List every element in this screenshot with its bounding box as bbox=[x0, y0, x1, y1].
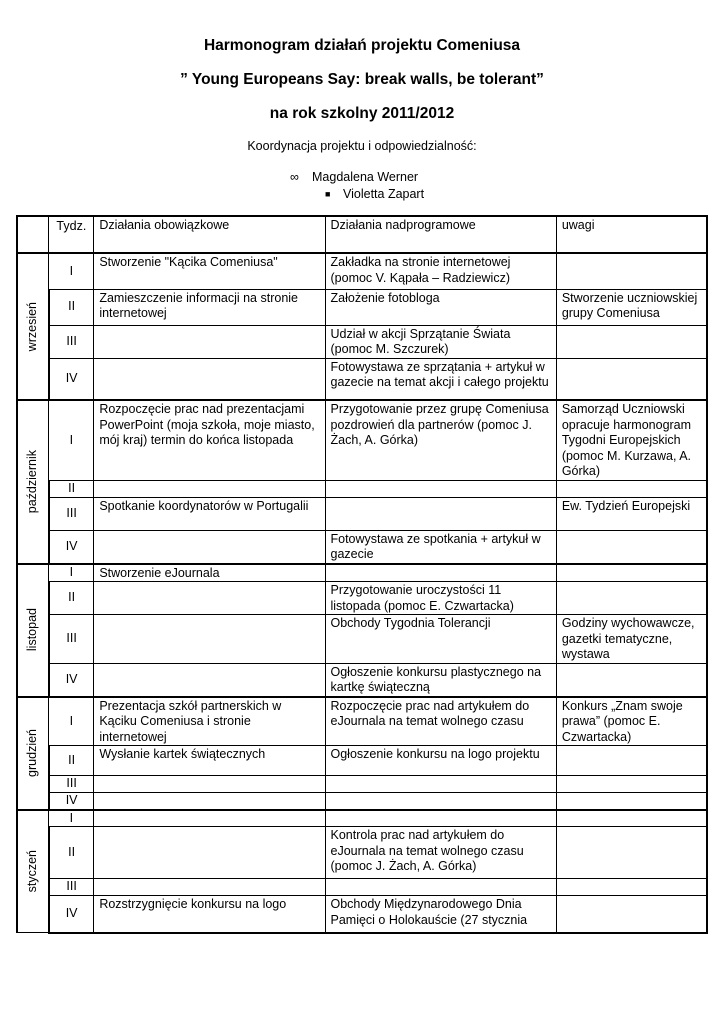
mandatory-cell: Stworzenie "Kącika Comeniusa" bbox=[94, 253, 325, 289]
table-row bbox=[17, 810, 707, 827]
table-row bbox=[17, 480, 707, 497]
coordination-label: Koordynacja projektu i odpowiedzialność: bbox=[247, 139, 477, 153]
week-cell: III bbox=[49, 776, 94, 793]
notes-cell bbox=[556, 810, 707, 827]
mandatory-cell bbox=[94, 776, 325, 793]
mandatory-cell: Spotkanie koordynatorów w Portugalii bbox=[94, 497, 325, 530]
table-row bbox=[17, 497, 707, 530]
week-cell: II bbox=[49, 827, 94, 879]
table-row bbox=[17, 289, 707, 325]
extra-cell bbox=[325, 793, 556, 810]
table-row bbox=[17, 325, 707, 358]
header-cell-mandatory: Działania obowiązkowe bbox=[94, 216, 325, 253]
notes-cell: Konkurs „Znam swoje prawa” (pomoc E. Czwartacka) bbox=[556, 697, 707, 746]
table-row bbox=[17, 564, 707, 582]
table-row bbox=[17, 793, 707, 810]
mandatory-cell bbox=[94, 325, 325, 358]
mandatory-cell bbox=[94, 810, 325, 827]
week-cell: III bbox=[49, 615, 94, 664]
month-cell-grudzien bbox=[17, 697, 49, 810]
week-cell: II bbox=[49, 289, 94, 325]
week-cell: III bbox=[49, 325, 94, 358]
mandatory-cell: Rozstrzygnięcie konkursu na logo bbox=[94, 896, 325, 933]
mandatory-cell: Prezentacja szkół partnerskich w Kąciku Comeniusa i stronie internetowej bbox=[94, 697, 325, 746]
extra-cell bbox=[325, 497, 556, 530]
mandatory-cell bbox=[94, 480, 325, 497]
month-label: październik bbox=[25, 450, 40, 514]
square-bullet-icon: ■ bbox=[325, 189, 331, 199]
table-row bbox=[17, 879, 707, 896]
header-cell-extra: Działania nadprogramowe bbox=[325, 216, 556, 253]
project-name: ” Young Europeans Say: break walls, be tolerant” bbox=[180, 71, 544, 88]
month-label: styczeń bbox=[25, 850, 40, 893]
table-row bbox=[17, 697, 707, 746]
week-cell: IV bbox=[49, 663, 94, 697]
notes-cell: Godziny wychowawcze, gazetki tematyczne, wystawa bbox=[556, 615, 707, 664]
table-row bbox=[17, 663, 707, 697]
extra-cell bbox=[325, 776, 556, 793]
notes-cell bbox=[556, 253, 707, 289]
mandatory-cell bbox=[94, 530, 325, 564]
extra-cell: Rozpoczęcie prac nad artykułem do eJournala na temat wolnego czasu bbox=[325, 697, 556, 746]
mandatory-cell: Stworzenie eJournala bbox=[94, 564, 325, 582]
header-cell-notes: uwagi bbox=[556, 216, 707, 253]
extra-cell: Zakładka na stronie internetowej (pomoc V. Kąpała – Radziewicz) bbox=[325, 253, 556, 289]
notes-cell: Ew. Tydzień Europejski bbox=[556, 497, 707, 530]
mandatory-cell bbox=[94, 582, 325, 615]
mandatory-cell: Wysłanie kartek świątecznych bbox=[94, 746, 325, 776]
notes-cell bbox=[556, 325, 707, 358]
table-row bbox=[17, 530, 707, 564]
week-cell: II bbox=[49, 480, 94, 497]
mandatory-cell: Zamieszczenie informacji na stronie internetowej bbox=[94, 289, 325, 325]
month-label: grudzień bbox=[25, 729, 40, 777]
notes-cell bbox=[556, 896, 707, 933]
table-row bbox=[17, 582, 707, 615]
week-cell: II bbox=[49, 746, 94, 776]
week-cell: I bbox=[49, 253, 94, 289]
notes-cell bbox=[556, 827, 707, 879]
mandatory-cell: Rozpoczęcie prac nad prezentacjami PowerPoint (moja szkoła, moje miasto, mój kraj) termin do końca listopada bbox=[94, 400, 325, 480]
month-label: listopad bbox=[25, 608, 40, 652]
table-row bbox=[17, 776, 707, 793]
schedule-table bbox=[16, 215, 708, 934]
table-header-row bbox=[17, 216, 707, 253]
table-row bbox=[17, 400, 707, 480]
notes-cell bbox=[556, 480, 707, 497]
table-row bbox=[17, 615, 707, 664]
notes-cell bbox=[556, 582, 707, 615]
notes-cell bbox=[556, 793, 707, 810]
extra-cell: Obchody Międzynarodowego Dnia Pamięci o Holokauście (27 stycznia bbox=[325, 896, 556, 933]
extra-cell: Fotowystawa ze sprzątania + artykuł w gazecie na temat akcji i całego projektu bbox=[325, 358, 556, 400]
extra-cell bbox=[325, 879, 556, 896]
document-title: Harmonogram działań projektu Comeniusa bbox=[203, 37, 521, 54]
header-cell-month bbox=[17, 216, 49, 253]
month-cell-styczen bbox=[17, 810, 49, 933]
mandatory-cell bbox=[94, 827, 325, 879]
mandatory-cell bbox=[94, 615, 325, 664]
mandatory-cell bbox=[94, 879, 325, 896]
week-cell: IV bbox=[49, 896, 94, 933]
header-cell-week: Tydz. bbox=[49, 216, 94, 253]
week-cell: I bbox=[49, 400, 94, 480]
extra-cell bbox=[325, 810, 556, 827]
month-cell-wrzesien bbox=[17, 253, 49, 400]
table-row bbox=[17, 896, 707, 933]
school-year: na rok szkolny 2011/2012 bbox=[269, 105, 455, 122]
notes-cell bbox=[556, 530, 707, 564]
week-cell: IV bbox=[49, 358, 94, 400]
week-cell: I bbox=[49, 564, 94, 582]
week-cell: III bbox=[49, 497, 94, 530]
infinity-bullet-icon: ∞ bbox=[290, 170, 299, 184]
mandatory-cell bbox=[94, 793, 325, 810]
notes-cell bbox=[556, 358, 707, 400]
notes-cell bbox=[556, 564, 707, 582]
month-cell-listopad bbox=[17, 564, 49, 697]
extra-cell: Ogłoszenie konkursu na logo projektu bbox=[325, 746, 556, 776]
week-cell: III bbox=[49, 879, 94, 896]
notes-cell bbox=[556, 746, 707, 776]
extra-cell: Kontrola prac nad artykułem do eJournala na temat wolnego czasu (pomoc J. Żach, A. Górka) bbox=[325, 827, 556, 879]
notes-cell bbox=[556, 879, 707, 896]
month-cell-pazdziernik bbox=[17, 400, 49, 564]
coordinator-1 bbox=[290, 169, 418, 185]
extra-cell: Ogłoszenie konkursu plastycznego na kartkę świąteczną bbox=[325, 663, 556, 697]
table-row bbox=[17, 253, 707, 289]
table-row bbox=[17, 827, 707, 879]
coordinator-2-name: Violetta Zapart bbox=[343, 187, 425, 201]
coordinator-1-name: Magdalena Werner bbox=[312, 170, 419, 184]
coordinator-2 bbox=[325, 186, 424, 202]
extra-cell bbox=[325, 480, 556, 497]
week-cell: I bbox=[49, 810, 94, 827]
month-label: wrzesień bbox=[25, 301, 40, 352]
notes-cell bbox=[556, 776, 707, 793]
table-row bbox=[17, 358, 707, 400]
extra-cell: Fotowystawa ze spotkania + artykuł w gazecie bbox=[325, 530, 556, 564]
week-cell: I bbox=[49, 697, 94, 746]
mandatory-cell bbox=[94, 663, 325, 697]
mandatory-cell bbox=[94, 358, 325, 400]
table-row bbox=[17, 746, 707, 776]
week-cell: IV bbox=[49, 530, 94, 564]
extra-cell: Obchody Tygodnia Tolerancji bbox=[325, 615, 556, 664]
notes-cell: Samorząd Uczniowski opracuje harmonogram Tygodni Europejskich (pomoc M. Kurzawa, A. Górka) bbox=[556, 400, 707, 480]
extra-cell bbox=[325, 564, 556, 582]
notes-cell: Stworzenie uczniowskiej grupy Comeniusa bbox=[556, 289, 707, 325]
extra-cell: Przygotowanie przez grupę Comeniusa pozdrowień dla partnerów (pomoc J. Żach, A. Górka) bbox=[325, 400, 556, 480]
week-cell: IV bbox=[49, 793, 94, 810]
extra-cell: Udział w akcji Sprzątanie Świata (pomoc M. Szczurek) bbox=[325, 325, 556, 358]
extra-cell: Przygotowanie uroczystości 11 listopada (pomoc E. Czwartacka) bbox=[325, 582, 556, 615]
notes-cell bbox=[556, 663, 707, 697]
week-cell: II bbox=[49, 582, 94, 615]
extra-cell: Założenie fotobloga bbox=[325, 289, 556, 325]
